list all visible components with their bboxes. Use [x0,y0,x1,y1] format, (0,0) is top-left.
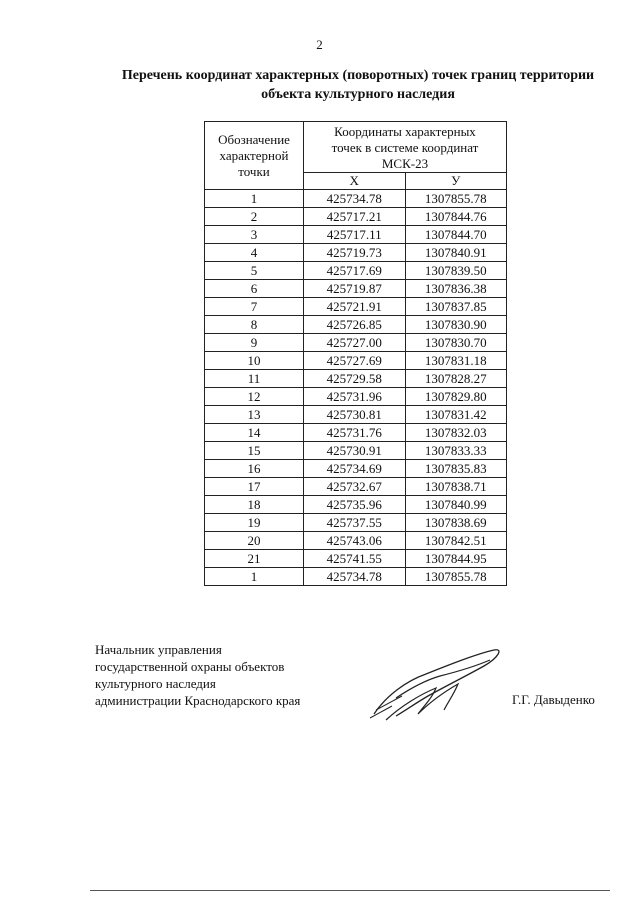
table-row [205,280,507,298]
header-coords-line: МСК-23 [381,156,429,171]
cell-x: 425731.96 [304,388,406,406]
cell-x: 425717.11 [304,226,406,244]
cell-point-number: 4 [205,244,304,262]
cell-x: 425727.00 [304,334,406,352]
cell-y: 1307831.18 [405,352,507,370]
cell-x: 425734.69 [304,460,406,478]
cell-x: 425727.69 [304,352,406,370]
signer-position-line: Начальник управления [95,642,222,657]
cell-y: 1307830.70 [405,334,507,352]
handwritten-signature-icon [366,636,506,726]
cell-x: 425721.91 [304,298,406,316]
cell-y: 1307839.50 [405,262,507,280]
header-coords-line: Координаты характерных [334,124,476,139]
header-coordinates [304,122,507,173]
header-coords-line: точек в системе координат [331,140,479,155]
header-col-y: У [405,173,507,190]
table-row [205,478,507,496]
cell-y: 1307832.03 [405,424,507,442]
table-row [205,208,507,226]
table-row [205,298,507,316]
cell-x: 425741.55 [304,550,406,568]
header-col-x: X [304,173,406,190]
table-row [205,190,507,208]
table-row [205,496,507,514]
cell-point-number: 3 [205,226,304,244]
title-line-1: Перечень координат характерных (поворотных) точек границ территории [121,68,595,83]
cell-x: 425717.69 [304,262,406,280]
cell-point-number: 9 [205,334,304,352]
cell-x: 425737.55 [304,514,406,532]
cell-point-number: 7 [205,298,304,316]
table-row [205,532,507,550]
cell-y: 1307837.85 [405,298,507,316]
cell-x: 425734.78 [304,190,406,208]
coordinates-table [204,121,507,586]
cell-y: 1307840.91 [405,244,507,262]
signer-name: Г.Г. Давыденко [512,692,595,707]
cell-point-number: 21 [205,550,304,568]
cell-y: 1307844.76 [405,208,507,226]
cell-y: 1307844.70 [405,226,507,244]
signer-position [95,641,300,709]
table-row [205,568,507,586]
cell-point-number: 11 [205,370,304,388]
cell-point-number: 1 [205,568,304,586]
table-row [205,244,507,262]
cell-point-number: 20 [205,532,304,550]
cell-y: 1307835.83 [405,460,507,478]
table-row [205,442,507,460]
cell-point-number: 14 [205,424,304,442]
table-row [205,388,507,406]
cell-point-number: 10 [205,352,304,370]
cell-y: 1307838.69 [405,514,507,532]
table-row [205,316,507,334]
cell-x: 425730.81 [304,406,406,424]
cell-x: 425743.06 [304,532,406,550]
cell-point-number: 2 [205,208,304,226]
cell-x: 425734.78 [304,568,406,586]
cell-point-number: 19 [205,514,304,532]
cell-x: 425729.58 [304,370,406,388]
cell-y: 1307838.71 [405,478,507,496]
cell-x: 425732.67 [304,478,406,496]
cell-y: 1307829.80 [405,388,507,406]
cell-x: 425717.21 [304,208,406,226]
page-number: 2 [316,37,323,52]
signer-position-line: администрации Краснодарского края [95,693,301,708]
table-row [205,262,507,280]
table-row [205,406,507,424]
cell-y: 1307831.42 [405,406,507,424]
cell-x: 425735.96 [304,496,406,514]
cell-point-number: 5 [205,262,304,280]
cell-y: 1307828.27 [405,370,507,388]
cell-point-number: 6 [205,280,304,298]
cell-x: 425719.73 [304,244,406,262]
header-point-line: Обозначение [218,131,290,147]
table-row [205,352,507,370]
footer-divider [90,890,610,891]
cell-y: 1307844.95 [405,550,507,568]
cell-point-number: 15 [205,442,304,460]
cell-x: 425731.76 [304,424,406,442]
table-row [205,514,507,532]
table-row [205,424,507,442]
cell-point-number: 18 [205,496,304,514]
cell-point-number: 16 [205,460,304,478]
cell-y: 1307840.99 [405,496,507,514]
cell-y: 1307855.78 [405,568,507,586]
cell-point-number: 13 [205,406,304,424]
signer-position-line: государственной охраны объектов [95,659,285,674]
signer-position-line: культурного наследия [95,676,216,691]
cell-point-number: 12 [205,388,304,406]
cell-x: 425726.85 [304,316,406,334]
header-point-line: характерной [219,147,289,163]
cell-point-number: 17 [205,478,304,496]
header-point-designation [205,122,304,190]
header-point-line: точки [238,163,270,179]
cell-y: 1307836.38 [405,280,507,298]
cell-y: 1307855.78 [405,190,507,208]
table-row [205,370,507,388]
cell-y: 1307833.33 [405,442,507,460]
title-line-2: объекта культурного наследия [261,87,455,102]
cell-point-number: 1 [205,190,304,208]
table-row [205,550,507,568]
cell-x: 425730.91 [304,442,406,460]
table-body [205,190,507,586]
cell-y: 1307842.51 [405,532,507,550]
table-row [205,226,507,244]
table-row [205,460,507,478]
cell-y: 1307830.90 [405,316,507,334]
document-title [80,66,636,104]
cell-x: 425719.87 [304,280,406,298]
table-row [205,334,507,352]
cell-point-number: 8 [205,316,304,334]
